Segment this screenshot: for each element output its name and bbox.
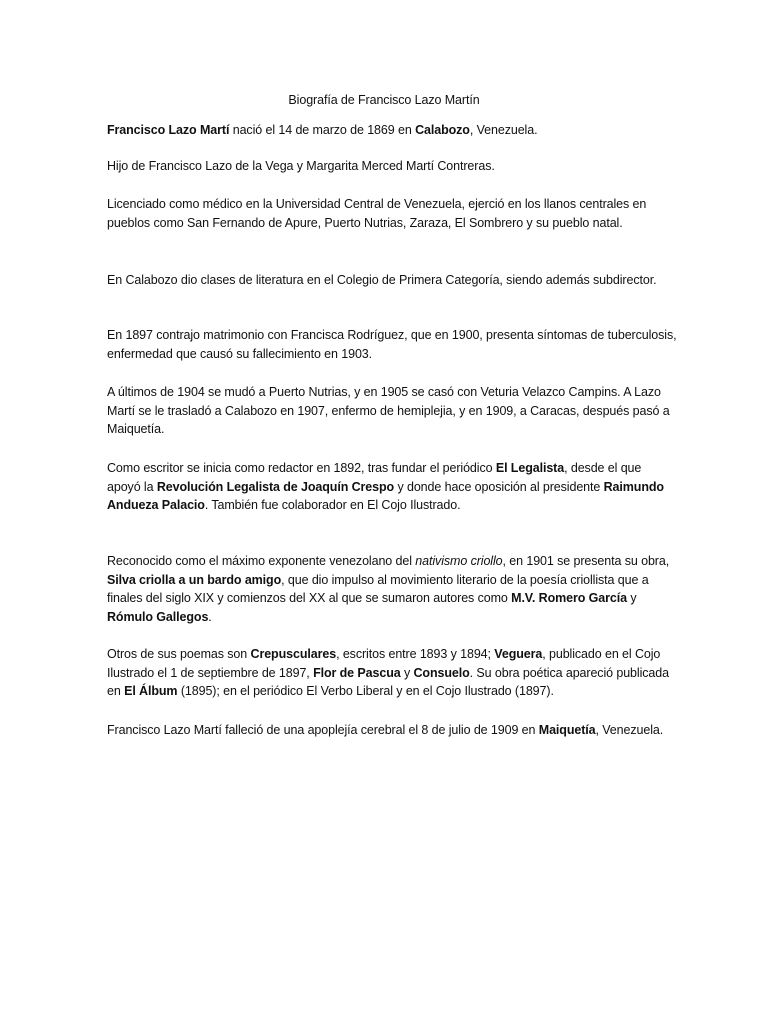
paragraph-recognition (107, 552, 677, 626)
text-span: A últimos de 1904 se mudó a Puerto Nutrias, y en 1905 se casó con Veturia Velazco Campins. A Lazo Martí se le trasladó a Calabozo en 1907, enfermo de hemiplejia, y en 1909, a Caracas, después pasó a Maiquetía. (107, 385, 670, 436)
paragraph-marriage (107, 326, 677, 363)
bold-place: Calabozo (415, 123, 470, 137)
bold-president: Raimundo Andueza Palacio (107, 479, 664, 512)
bold-revolution: Revolución Legalista de Joaquín Crespo (156, 479, 395, 494)
bold-name: Francisco Lazo Martí (107, 123, 230, 137)
paragraph-parents (107, 157, 677, 176)
text-span: (1895); en el periódico El Verbo Liberal y en el Cojo Ilustrado (1897). (177, 684, 554, 698)
italic-term: nativismo criollo (415, 554, 503, 568)
paragraph-teaching (107, 271, 677, 290)
bold-author: Rómulo Gallegos (107, 609, 209, 624)
text-span: , que dio impulso al movimiento literario de la poesía criollista que a finales del siglo XIX y comienzos del XX al que se sumaron autores como (107, 572, 649, 605)
text-span: , en 1901 se presenta su obra, (502, 554, 670, 568)
paragraph-death (107, 721, 677, 740)
paragraph-writer (107, 459, 677, 515)
bold-work-title: Silva criolla a un bardo amigo (107, 572, 282, 587)
text-span: , Venezuela. (595, 723, 664, 737)
text-span: Reconocido como el máximo exponente venezolano del (107, 554, 416, 568)
text-span: . (208, 609, 212, 624)
text-span: . Su obra poética apareció publicada en (107, 665, 669, 698)
bold-place: Maiquetía (538, 723, 596, 737)
text-span: Otros de sus poemas son (107, 647, 251, 661)
text-span: Hijo de Francisco Lazo de la Vega y Margarita Merced Martí Contreras. (107, 159, 495, 173)
text-span: Francisco Lazo Martí falleció de una apoplejía cerebral el 8 de julio de 1909 en (107, 723, 539, 737)
text-span: En 1897 contrajo matrimonio con Francisca Rodríguez, que en 1900, presenta síntomas de tuberculosis, enfermedad que causó su fallecimiento en 1903. (107, 328, 677, 361)
bold-publication: El Álbum (124, 684, 178, 698)
text-span: , publicado en el Cojo Ilustrado el 1 de septiembre de 1897, (107, 647, 661, 680)
text-span: , escritos entre 1893 y 1894; (336, 647, 495, 661)
text-span: , desde el que apoyó la (107, 461, 642, 494)
bold-poem: Veguera (494, 647, 543, 661)
paragraph-birth (107, 121, 677, 140)
paragraph-relocation (107, 383, 677, 439)
text-span: y donde hace oposición al presidente (394, 479, 604, 494)
bold-newspaper: El Legalista (495, 461, 565, 475)
bold-poem: Crepusculares (250, 647, 337, 661)
document-title: Biografía de Francisco Lazo Martín (288, 93, 480, 107)
text-span: nació el 14 de marzo de 1869 en (229, 123, 416, 137)
text-span: Como escritor se inicia como redactor en 1892, tras fundar el periódico (107, 461, 496, 475)
text-span: En Calabozo dio clases de literatura en el Colegio de Primera Categoría, siendo además subdirector. (107, 273, 657, 287)
bold-author: M.V. Romero García (511, 591, 627, 605)
text-span: y (626, 591, 637, 605)
text-span: y (400, 665, 414, 680)
paragraph-education (107, 195, 677, 232)
bold-poem: Flor de Pascua (313, 665, 401, 680)
paragraph-poems (107, 645, 677, 701)
text-span: Licenciado como médico en la Universidad Central de Venezuela, ejerció en los llanos centrales en pueblos como San Fernando de Apure, Puerto Nutrias, Zaraza, El Sombrero y su pueblo natal. (107, 197, 647, 230)
bold-poem: Consuelo (413, 665, 470, 680)
text-span: , Venezuela. (469, 123, 538, 137)
text-span: . También fue colaborador en El Cojo Ilustrado. (204, 498, 461, 512)
